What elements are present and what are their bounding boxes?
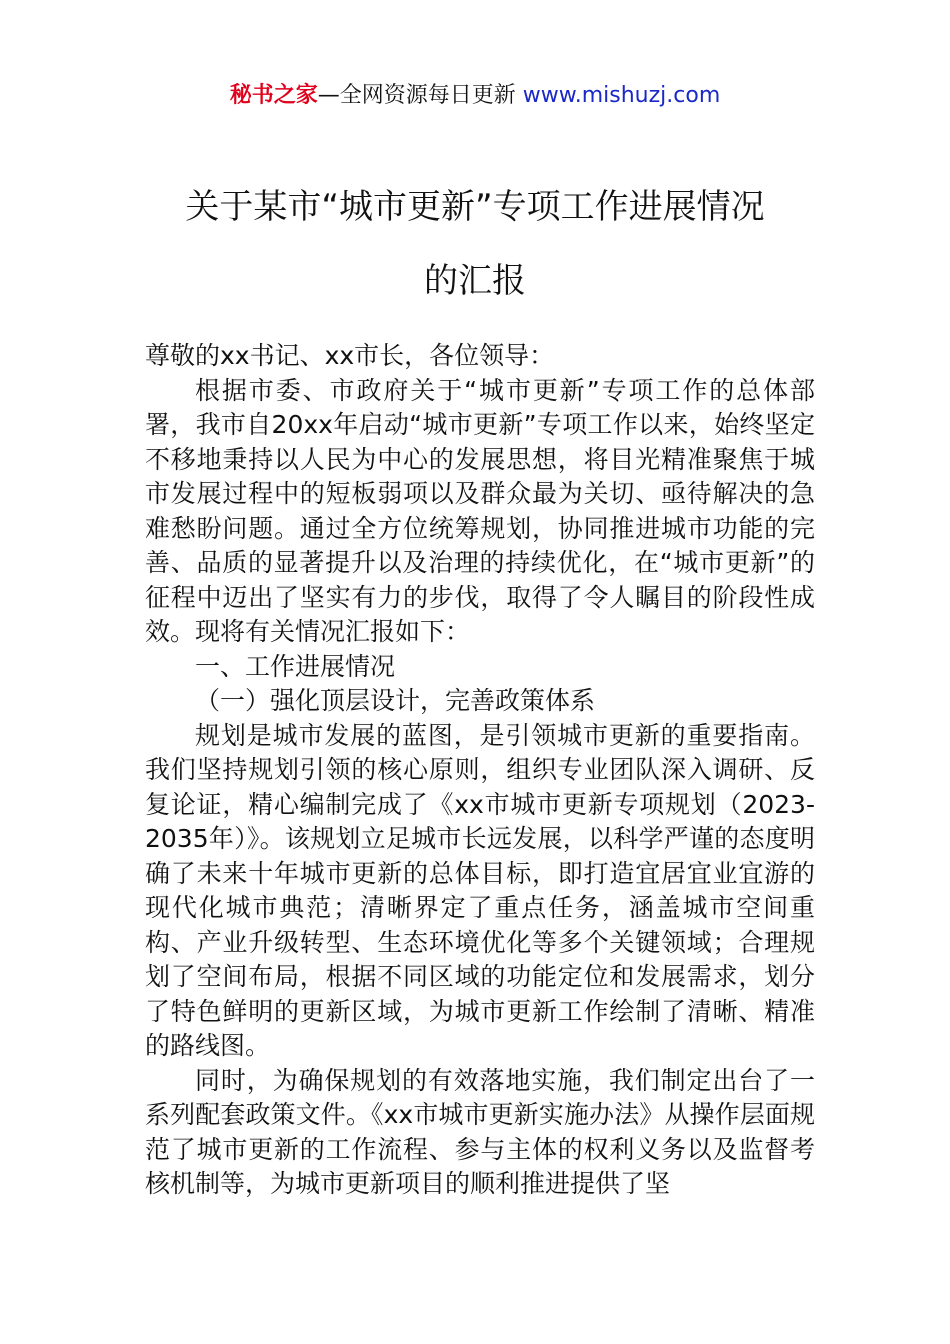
document-body [145, 339, 815, 1202]
intro-paragraph: 根据市委、市政府关于“城市更新”专项工作的总体部署，我市自20xx年启动“城市更新”专项工作以来，始终坚定不移地秉持以人民为中心的发展思想，将目光精准聚焦于城市发展过程中的短板弱项以及群众最为关切、亟待解决的急难愁盼问题。通过全方位统筹规划，协同推进城市功能的完善、品质的显著提升以及治理的持续优化，在“城市更新”的征程中迈出了坚实有力的步伐，取得了令人瞩目的阶段性成效。现将有关情况汇报如下： [145, 375, 815, 646]
document-title-line-2: 的汇报 [424, 261, 526, 301]
salutation: 尊敬的xx书记、xx市长，各位领导： [145, 341, 555, 370]
subsection-heading: （一）强化顶层设计，完善政策体系 [195, 686, 596, 715]
body-paragraph: 同时，为确保规划的有效落地实施，我们制定出台了一系列配套政策文件。《xx市城市更新实施办法》从操作层面规范了城市更新的工作流程、参与主体的权利义务以及监督考核机制等，为城市更新项目的顺利推进提供了坚 [145, 1065, 815, 1198]
body-paragraph: 规划是城市发展的蓝图，是引领城市更新的重要指南。我们坚持规划引领的核心原则，组织专业团队深入调研、反复论证，精心编制完成了《xx市城市更新专项规划（2023-2035年）》。该规划立足城市长远发展，以科学严谨的态度明确了未来十年城市更新的总体目标，即打造宜居宜业宜游的现代化城市典范；清晰界定了重点任务，涵盖城市空间重构、产业升级转型、生态环境优化等多个关键领域；合理规划了空间布局，根据不同区域的功能定位和发展需求，划分了特色鲜明的更新区域，为城市更新工作绘制了清晰、精准的路线图。 [145, 720, 815, 1060]
site-url-link[interactable]: www.mishuzj.com [522, 83, 721, 108]
document-title-line-1: 关于某市“城市更新”专项工作进展情况 [185, 187, 765, 227]
site-brand: 秘书之家 [229, 83, 318, 108]
section-heading: 一、工作进展情况 [195, 651, 396, 681]
site-header [0, 80, 950, 112]
document-title [0, 170, 950, 318]
site-slogan: —全网资源每日更新 [317, 83, 523, 108]
